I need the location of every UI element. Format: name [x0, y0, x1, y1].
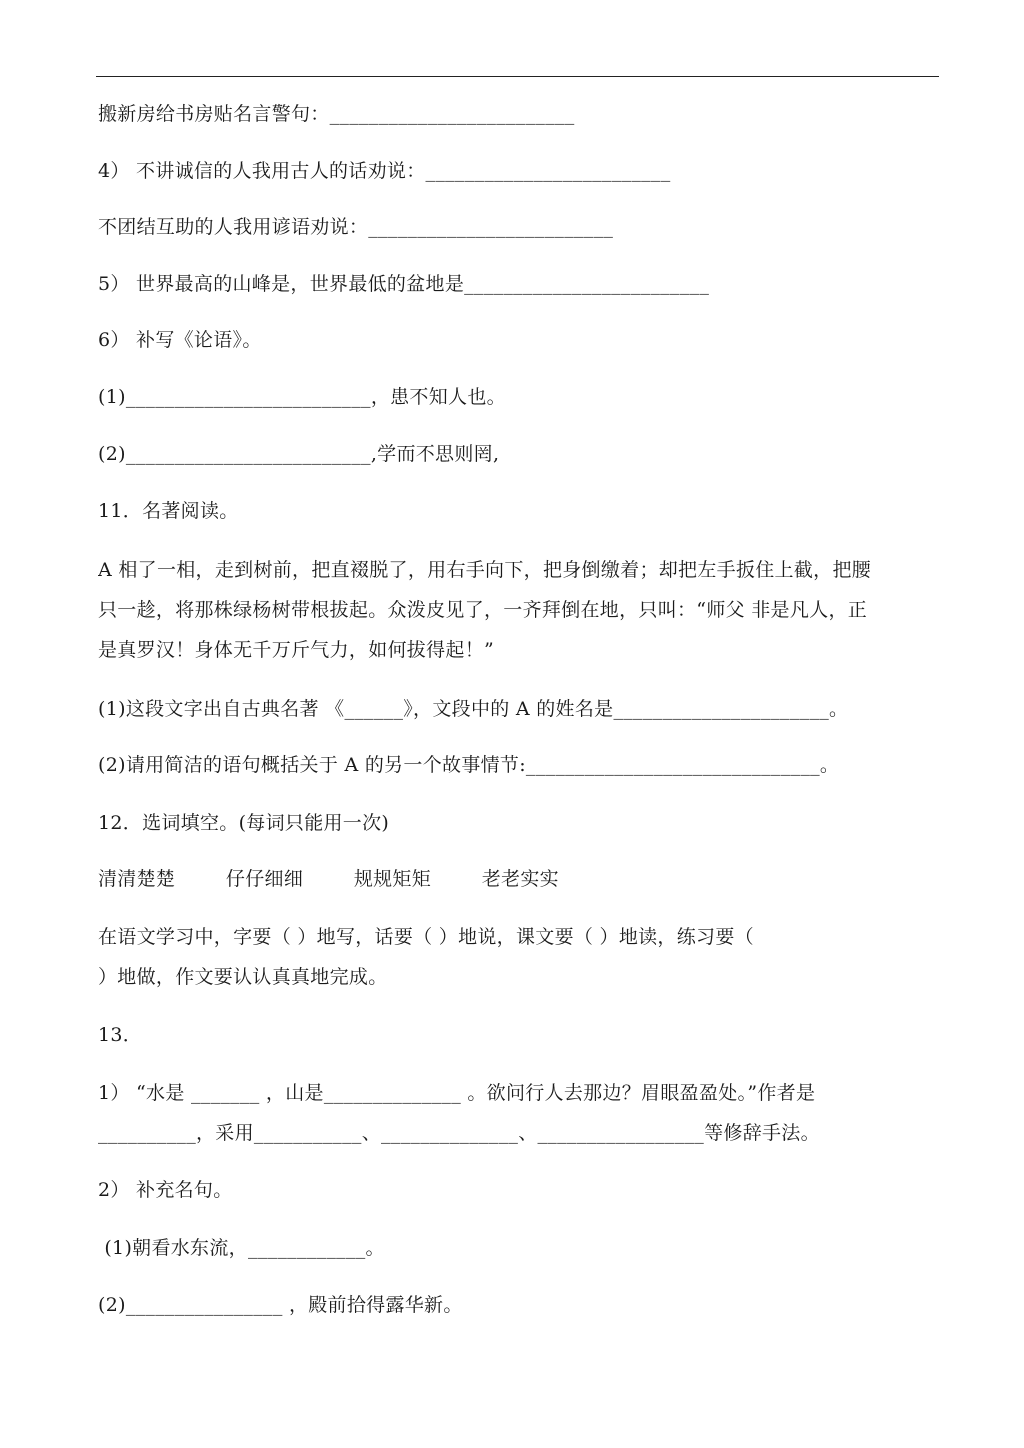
text-line-9: A 相了一相，走到树前，把直裰脱了，用右手向下，把身倒缴着；却把左手扳住上截，把腰: [98, 559, 872, 581]
text-line-3: 不团结互助的人我用谚语劝说：_________________________: [98, 216, 614, 238]
text-line-8: 11．名著阅读。: [98, 500, 239, 522]
text-line-16: 在语文学习中，字要（ ）地写，话要（ ）地说，课文要（ ）地读，练习要（: [98, 926, 754, 948]
text-line-10: 只一趁，将那株绿杨树带根拔起。众泼皮见了，一齐拜倒在地，只叫：“师父 非是凡人，正: [98, 599, 868, 621]
text-line-2: 4） 不讲诚信的人我用古人的话劝说：_________________________: [98, 160, 671, 182]
text-line-12: (1)这段文字出自古典名著 《______》，文段中的 A 的姓名是______________________。: [98, 698, 849, 720]
text-line-19: 1） “水是 _______ ，山是______________ 。欲问行人去那边？眉眼盈盈处。”作者是: [98, 1082, 816, 1104]
text-line-15: 清清楚楚 仔仔细细 规规矩矩 老老实实: [98, 868, 559, 890]
header-rule: [96, 76, 939, 77]
text-line-22: (1)朝看水东流，____________。: [98, 1237, 385, 1259]
text-line-14: 12．选词填空。(每词只能用一次): [98, 812, 390, 834]
text-line-7: (2)_________________________,学而不思则罔,: [98, 443, 500, 465]
text-line-4: 5） 世界最高的山峰是，世界最低的盆地是_________________________: [98, 273, 710, 295]
text-line-21: 2） 补充名句。: [98, 1179, 233, 1201]
text-line-6: (1)_________________________，患不知人也。: [98, 386, 506, 408]
text-line-20: __________，采用___________、______________、_________________等修辞手法。: [98, 1122, 820, 1144]
text-line-23: (2)________________ ，殿前拾得露华新。: [98, 1294, 463, 1316]
text-line-17: ）地做，作文要认认真真地完成。: [98, 966, 388, 988]
text-line-11: 是真罗汉！身体无千万斤气力，如何拔得起！”: [98, 639, 495, 661]
text-line-13: (2)请用简洁的语句概括关于 A 的另一个故事情节:______________________________。: [98, 754, 840, 776]
text-line-1: 搬新房给书房贴名言警句：_________________________: [98, 103, 575, 125]
text-line-5: 6） 补写《论语》。: [98, 329, 262, 351]
text-line-18: 13．: [98, 1024, 143, 1046]
